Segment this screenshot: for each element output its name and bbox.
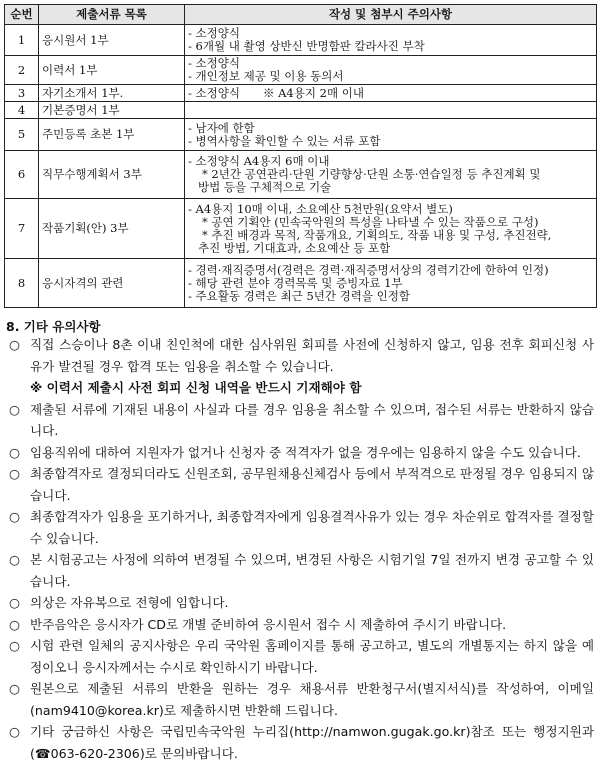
- header-notes: 작성 및 첨부시 주의사항: [185, 5, 597, 25]
- header-number: 순번: [5, 5, 39, 25]
- note-item: [6, 506, 594, 549]
- note-line: * 공연 기획안 (민속국악원의 특성을 나타낼 수 있는 작품으로 구성): [202, 214, 539, 229]
- document-notes: [185, 25, 597, 56]
- note-item: [6, 635, 594, 678]
- note-text: 최종합격자가 임용을 포기하거나, 최종합격자에게 임용결격사유가 있는 경우 차순위로 합격자를 결정할 수 있습니다.: [30, 509, 594, 546]
- circle-bullet-icon: ○: [9, 509, 20, 524]
- row-number: 7: [5, 199, 39, 259]
- note-item: [6, 678, 594, 721]
- note-item: [6, 592, 594, 614]
- document-name: 응시자격의 관련: [39, 259, 185, 308]
- circle-bullet-icon: ○: [9, 552, 20, 567]
- note-line: - 소정양식: [188, 56, 240, 70]
- note-text: 의상은 자유복으로 전형에 임합니다.: [30, 595, 229, 610]
- document-notes: [185, 259, 597, 308]
- row-number: 1: [5, 25, 39, 56]
- row-number: 5: [5, 119, 39, 151]
- circle-bullet-icon: ○: [9, 724, 20, 739]
- note-line: - 병역사항을 확인할 수 있는 서류 포함: [188, 133, 381, 148]
- note-line: - 6개월 내 촬영 상반신 반명함판 칼라사진 부착: [188, 39, 425, 53]
- other-notes-list: [6, 334, 594, 764]
- circle-bullet-icon: ○: [9, 337, 20, 352]
- note-text: 본 시험공고는 사정에 의하여 변경될 수 있으며, 변경된 사항은 시험기일 7일 전까지 변경 공고할 수 있습니다.: [30, 552, 594, 589]
- circle-bullet-icon: ○: [9, 595, 20, 610]
- document-name: 자기소개서 1부.: [39, 85, 185, 102]
- document-notes: [185, 151, 597, 199]
- document-notes: [185, 56, 597, 85]
- note-text: 기타 궁금하신 사항은 국립민속국악원 누리집(http://namwon.gugak.go.kr)참조 또는 행정지원과(☎063-620-2306)로 문의바랍니다.: [30, 724, 594, 761]
- note-line: - A4용지 10매 이내, 소요예산 5천만원(요약서 별도): [188, 201, 453, 216]
- row-number: 6: [5, 151, 39, 199]
- note-text: 임용직위에 대하여 지원자가 없거나 신청자 중 적격자가 없을 경우에는 임용하지 않을 수도 있습니다.: [30, 444, 581, 460]
- document-notes: [185, 199, 597, 259]
- document-name: 기본증명서 1부: [39, 102, 185, 119]
- table-row: [5, 199, 597, 259]
- note-text: 직접 스승이나 8촌 이내 친인척에 대한 심사위원 회피를 사전에 신청하지 않고, 임용 전후 회피신청 사유가 발견될 경우 합격 또는 임용을 취소할 수 있습니다.: [30, 337, 594, 374]
- note-line: * 추진 배경과 목적, 작품개요, 기획의도, 작품 내용 및 구성, 추진전략,: [202, 227, 552, 242]
- row-number: 4: [5, 102, 39, 119]
- circle-bullet-icon: ○: [9, 681, 20, 696]
- document-name: 주민등록 초본 1부: [39, 119, 185, 151]
- row-number: 2: [5, 56, 39, 85]
- note-item: [6, 399, 594, 442]
- note-line: - 주요활동 경력은 최근 5년간 경력을 인정함: [188, 288, 410, 303]
- document-name: 직무수행계획서 3부: [39, 151, 185, 199]
- document-name: 응시원서 1부: [39, 25, 185, 56]
- table-row: [5, 151, 597, 199]
- note-text: 원본으로 제출된 서류의 반환을 원하는 경우 채용서류 반환청구서(별지서식)를 작성하여, 이메일(nam9410@korea.kr)로 제출하시면 반환해 드립니다.: [30, 681, 594, 718]
- note-text: 최종합격자로 결정되더라도 신원조회, 공무원채용신체검사 등에서 부적격으로 판정될 경우 임용되지 않습니다.: [30, 466, 594, 503]
- note-line: - 남자에 한함: [188, 120, 255, 135]
- table-row: [5, 56, 597, 85]
- circle-bullet-icon: ○: [9, 616, 20, 632]
- note-item: [6, 442, 594, 464]
- header-document-list: 제출서류 목록: [39, 5, 185, 25]
- document-name: 이력서 1부: [39, 56, 185, 85]
- circle-bullet-icon: ○: [9, 638, 20, 653]
- row-number: 3: [5, 85, 39, 102]
- section-title: 8. 기타 유의사항: [6, 319, 101, 334]
- note-text: 제출된 서류에 기재된 내용이 사실과 다를 경우 임용을 취소할 수 있으며, 접수된 서류는 반환하지 않습니다.: [30, 401, 594, 438]
- table-row: [5, 102, 597, 119]
- note-item: [6, 614, 594, 636]
- note-line: * 2년간 공연관리·단원 기량향상·단원 소통·연습일정 등 추진계획 및: [202, 167, 541, 181]
- table-row: [5, 85, 597, 102]
- row-number: 8: [5, 259, 39, 308]
- note-item: [6, 721, 594, 764]
- document-notes: [185, 119, 597, 151]
- note-text: 반주음악은 응시자가 CD로 개별 준비하여 응시원서 접수 시 제출하여 주시기 바랍니다.: [30, 616, 507, 632]
- submission-documents-table: [4, 4, 597, 308]
- document-notes: [185, 85, 597, 102]
- note-item: [6, 463, 594, 506]
- circle-bullet-icon: ○: [9, 444, 20, 460]
- circle-bullet-icon: ○: [9, 466, 20, 481]
- table-body: [5, 25, 597, 308]
- note-item: [6, 549, 594, 592]
- table-header-row: [5, 5, 597, 25]
- note-line: - 소정양식 A4용지 6매 이내: [188, 154, 330, 168]
- document-name: 작품기획(안) 3부: [39, 199, 185, 259]
- note-line: - 경력·재직증명서(경력은 경력·재직증명서상의 경력기간에 한하여 인정): [188, 262, 549, 277]
- note-line: 추진 방법, 기대효과, 소요예산 등 포함: [198, 240, 391, 255]
- note-warning: ※ 이력서 제출시 사전 회피 신청 내역을 반드시 기재해야 함: [30, 380, 362, 395]
- table-row: [5, 25, 597, 56]
- table-row: [5, 119, 597, 151]
- document-notes: [185, 102, 597, 119]
- note-line: - 해당 관련 분야 경력목록 및 증빙자료 1부: [188, 275, 403, 290]
- table-row: [5, 259, 597, 308]
- note-line: 방법 등을 구체적으로 기술: [198, 180, 332, 194]
- note-line: - 소정양식: [188, 26, 240, 40]
- note-text: 시험 관련 일체의 공지사항은 우리 국악원 홈페이지를 통해 공고하고, 별도의 개별통지는 하지 않을 예정이오니 응시자께서는 수시로 확인하시기 바랍니다.: [30, 638, 594, 675]
- circle-bullet-icon: ○: [9, 401, 20, 417]
- note-item: [6, 334, 594, 399]
- note-line: - 소정양식 ※ A4용지 2매 이내: [188, 85, 364, 100]
- note-line: - 개인정보 제공 및 이용 동의서: [188, 69, 344, 83]
